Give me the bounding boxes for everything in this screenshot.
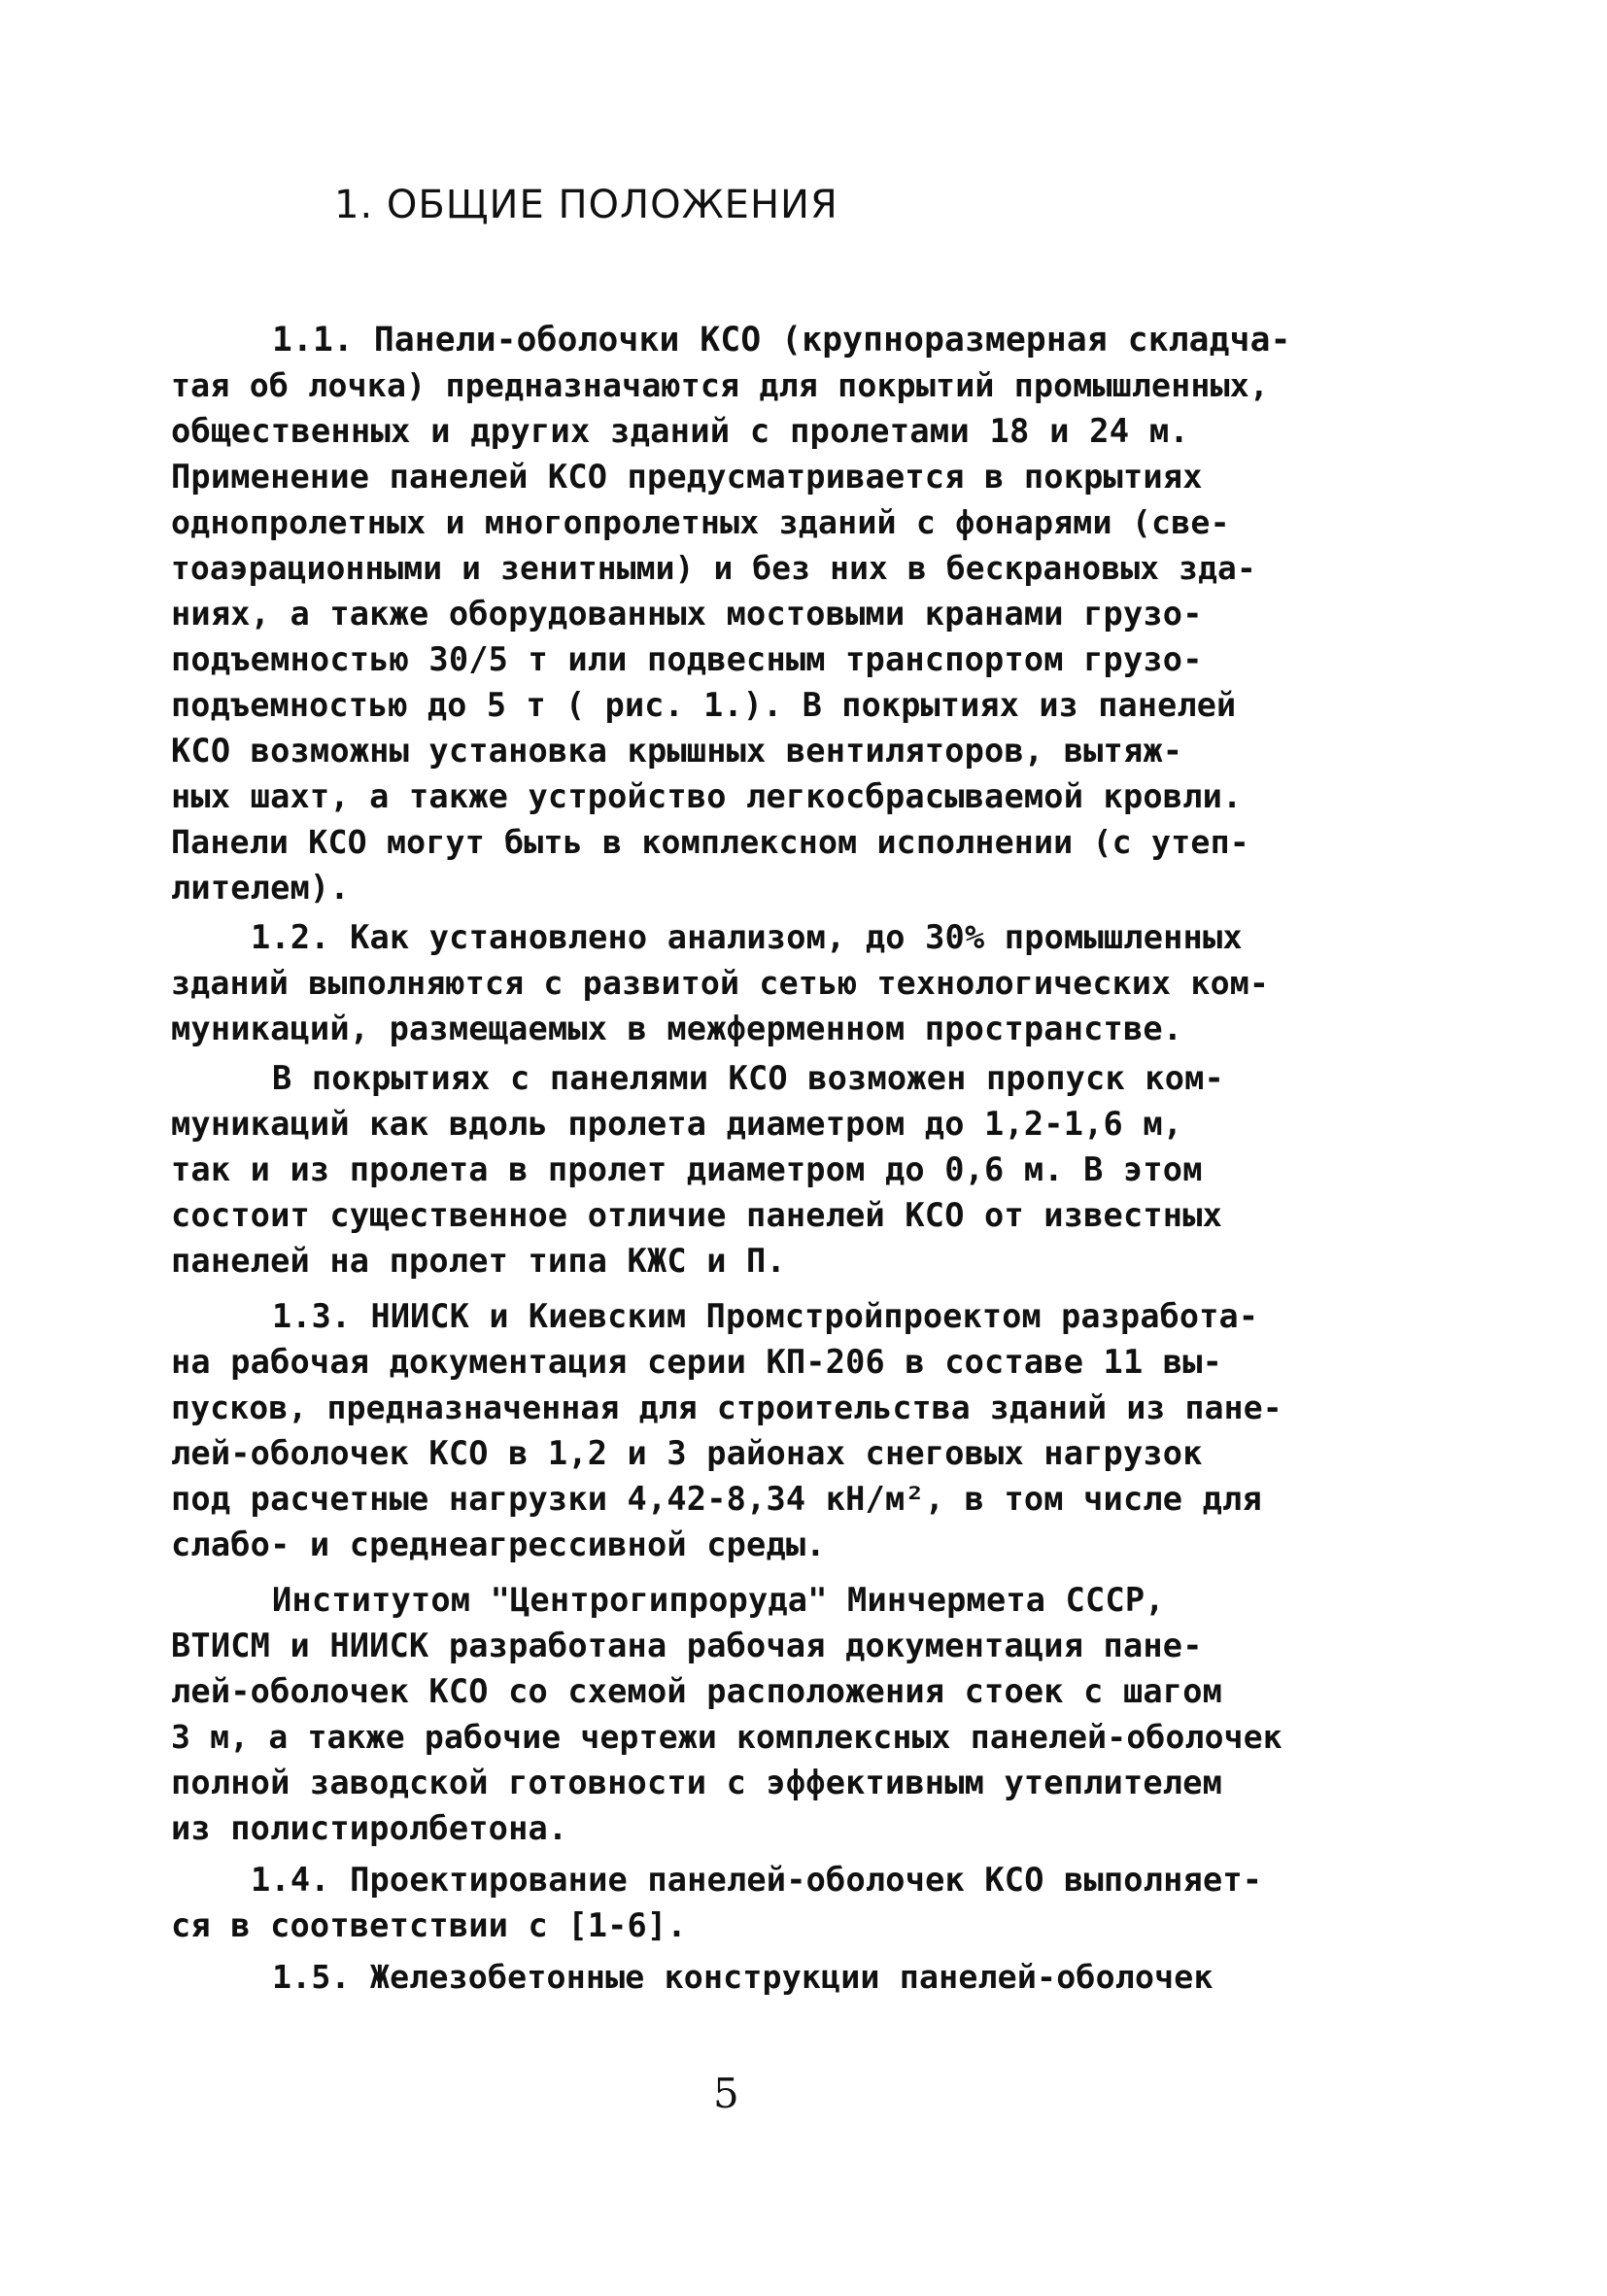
text-line: пусков, предназначенная для строительства зданий из пане- — [171, 1388, 1282, 1426]
text-line: В покрытиях с панелями КСО возможен пропуск ком- — [272, 1059, 1224, 1097]
text-line: панелей на пролет типа КЖС и П. — [171, 1242, 786, 1280]
text-line: из полистиролбетона. — [171, 1809, 568, 1847]
text-line: 1.1. Панели-оболочки КСО (крупноразмерная складча- — [272, 321, 1291, 360]
text-line: 1.2. Как установлено анализом, до 30% промышленных — [251, 918, 1243, 956]
text-line: зданий выполняются с развитой сетью технологических ком- — [171, 964, 1270, 1002]
text-line: ниях, а также оборудованных мостовыми кранами грузо- — [171, 595, 1203, 633]
text-line: состоит существенное отличие панелей КСО от известных — [171, 1196, 1223, 1234]
text-line: под расчетные нагрузки 4,42-8,34 кН/м², в том числе для — [171, 1480, 1262, 1518]
text-line: лителем). — [171, 869, 350, 907]
text-line: Применение панелей КСО предусматривается в покрытиях — [171, 458, 1203, 496]
text-line: на рабочая документация серии КП-206 в составе 11 вы- — [171, 1343, 1223, 1381]
text-line: ся в соответствии с [1-6]. — [171, 1906, 687, 1944]
text-line: подъемностью 30/5 т или подвесным транспортом грузо- — [171, 640, 1203, 678]
text-line: однопролетных и многопролетных зданий с фонарями (све- — [171, 503, 1230, 541]
text-line: полной заводской готовности с эффективным утеплителем — [171, 1764, 1223, 1801]
text-line: 1.5. Железобетонные конструкции панелей-оболочек — [272, 1958, 1214, 1996]
text-line: слабо- и среднеагрессивной среды. — [171, 1525, 826, 1563]
text-line: Институтом "Центрогипроруда" Минчермета СССР, — [272, 1581, 1165, 1619]
text-line: 1.3. НИИСК и Киевским Промстройпроектом разработа- — [272, 1297, 1259, 1335]
text-line: общественных и других зданий с пролетами 18 и 24 м. — [171, 412, 1189, 450]
text-line: 3 м, а также рабочие чертежи комплексных панелей-оболочек — [171, 1718, 1282, 1756]
page-number: 5 — [713, 2070, 739, 2117]
text-line: 1.4. Проектирование панелей-оболочек КСО выполняет- — [251, 1861, 1263, 1899]
text-line: муникаций, размещаемых в межферменном пространстве. — [171, 1010, 1183, 1047]
text-line: ВТИСМ и НИИСК разработана рабочая документация пане- — [171, 1627, 1203, 1664]
text-line: подъемностью до 5 т ( рис. 1.). В покрытиях из панелей — [171, 686, 1237, 724]
text-line: КСО возможны установка крышных вентиляторов, вытяж- — [171, 732, 1183, 770]
text-line: так и из пролета в пролет диаметром до 0,6 м. В этом — [171, 1150, 1203, 1188]
section-heading: 1. ОБЩИЕ ПОЛОЖЕНИЯ — [334, 183, 838, 227]
text-line: ных шахт, а также устройство легкосбрасываемой кровли. — [171, 777, 1243, 815]
text-line: лей-оболочек КСО в 1,2 и 3 районах снеговых нагрузок — [171, 1434, 1203, 1472]
text-line: тая об лочка) предназначаются для покрытий промышленных, — [171, 366, 1270, 404]
text-line: муникаций как вдоль пролета диаметром до 1,2-1,6 м, — [171, 1105, 1183, 1143]
text-line: Панели КСО могут быть в комплексном исполнении (с утеп- — [171, 823, 1249, 861]
text-line: тоаэрационными и зенитными) и без них в бескрановых зда- — [171, 550, 1256, 587]
text-line: лей-оболочек КСО со схемой расположения стоек с шагом — [171, 1672, 1223, 1710]
